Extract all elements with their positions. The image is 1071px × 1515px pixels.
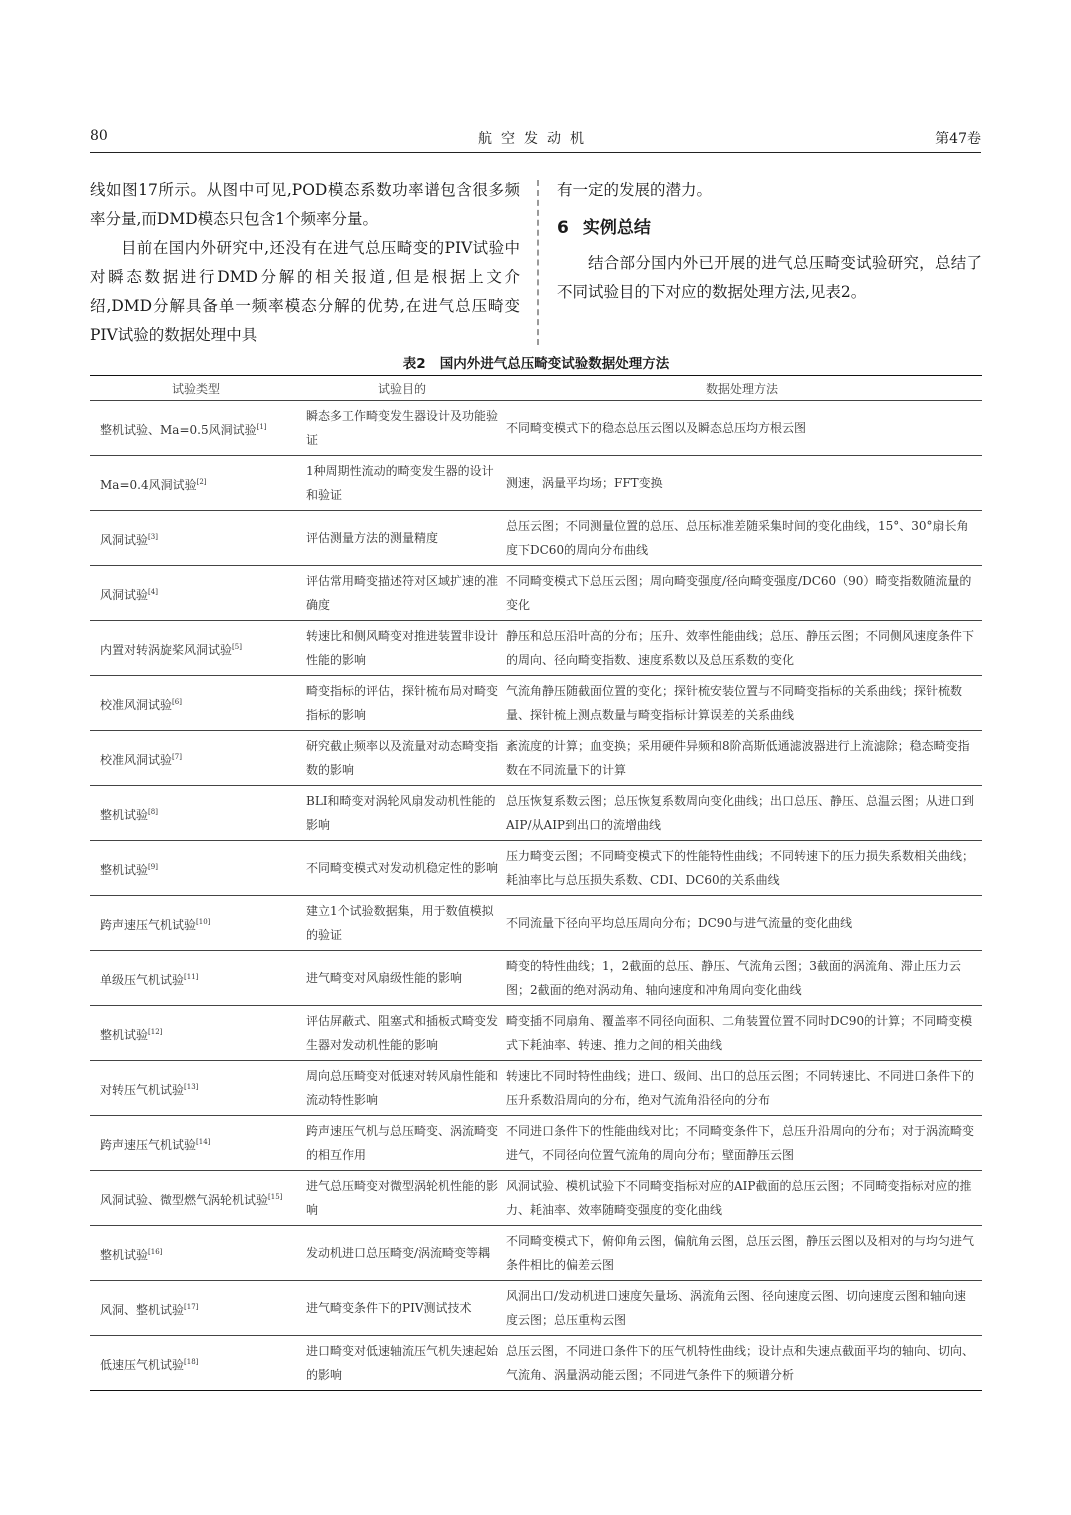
cell-test-purpose: 不同畸变模式对发动机稳定性的影响 xyxy=(302,841,502,896)
column-header: 数据处理方法 xyxy=(502,376,982,401)
test-type-text: 低速压气机试验 xyxy=(100,1357,185,1372)
reference-mark: [11] xyxy=(184,972,199,981)
cell-processing-method: 不同畸变模式下总压云图；周向畸变强度/径向畸变强度/DC60（90）畸变指数随流量的变化 xyxy=(502,566,982,621)
table-header-row xyxy=(90,376,982,401)
reference-mark: [5] xyxy=(232,642,242,651)
cell-test-purpose: 进口畸变对低速轴流压气机失速起始的影响 xyxy=(302,1336,502,1391)
cell-test-type xyxy=(90,1116,302,1171)
reference-mark: [8] xyxy=(148,807,158,816)
cell-test-purpose: 发动机进口总压畸变/涡流畸变等耦 xyxy=(302,1226,502,1281)
test-type-text: 整机试验 xyxy=(100,1027,149,1042)
cell-test-purpose: 畸变指标的评估，探针梳布局对畸变指标的影响 xyxy=(302,676,502,731)
cell-processing-method: 紊流度的计算；血变换；采用硬件异频和8阶高斯低通滤波器进行上流滤除；稳态畸变指数在不同流量下的计算 xyxy=(502,731,982,786)
test-type-text: 整机试验 xyxy=(100,807,149,822)
cell-test-type xyxy=(90,896,302,951)
cell-test-purpose: 评估屏蔽式、阻塞式和插板式畸变发生器对发动机性能的影响 xyxy=(302,1006,502,1061)
section-title: 实例总结 xyxy=(582,218,651,238)
cell-test-purpose: 进气畸变条件下的PIV测试技术 xyxy=(302,1281,502,1336)
test-type-text: 风洞试验 xyxy=(100,587,149,602)
table-row xyxy=(90,731,982,786)
column-header: 试验目的 xyxy=(302,376,502,401)
table-row xyxy=(90,1061,982,1116)
cell-test-purpose: 建立1个试验数据集，用于数值模拟的验证 xyxy=(302,896,502,951)
section-number: 6 xyxy=(557,218,569,238)
cell-test-type xyxy=(90,401,302,456)
test-type-text: 风洞、整机试验 xyxy=(100,1302,185,1317)
paragraph: 线如图17所示。从图中可见,POD模态系数功率谱包含很多频率分量,而DMD模态只包含1个频率分量。 xyxy=(90,181,520,228)
cell-processing-method: 总压云图，不同进口条件下的压气机特性曲线；设计点和失速点截面平均的轴向、切向、气流角、涡量涡动能云图；不同进气条件下的频谱分析 xyxy=(502,1336,982,1391)
reference-mark: [3] xyxy=(148,532,158,541)
cell-processing-method: 不同流量下径向平均总压周向分布；DC90与进气流量的变化曲线 xyxy=(502,896,982,951)
cell-test-purpose: 1种周期性流动的畸变发生器的设计和验证 xyxy=(302,456,502,511)
reference-mark: [14] xyxy=(196,1137,211,1146)
reference-mark: [13] xyxy=(184,1082,199,1091)
reference-mark: [6] xyxy=(172,697,182,706)
test-type-text: 整机试验、Ma=0.5风洞试验 xyxy=(100,422,257,437)
test-type-text: 整机试验 xyxy=(100,862,149,877)
table-row xyxy=(90,1171,982,1226)
cell-test-purpose: 周向总压畸变对低速对转风扇性能和流动特性影响 xyxy=(302,1061,502,1116)
reference-mark: [17] xyxy=(184,1302,199,1311)
cell-processing-method: 压力畸变云图；不同畸变模式下的性能特性曲线；不同转速下的压力损失系数相关曲线；耗油率比与总压损失系数、CDI、DC60的关系曲线 xyxy=(502,841,982,896)
reference-mark: [7] xyxy=(172,752,182,761)
cell-test-purpose: 进气畸变对风扇级性能的影响 xyxy=(302,951,502,1006)
left-column xyxy=(90,176,520,350)
table-caption xyxy=(90,352,982,372)
table-row xyxy=(90,456,982,511)
test-type-text: Ma=0.4风洞试验 xyxy=(100,477,197,492)
cell-test-type xyxy=(90,456,302,511)
table-title: 国内外进气总压畸变试验数据处理方法 xyxy=(439,356,670,372)
test-type-text: 跨声速压气机试验 xyxy=(100,917,197,932)
cell-test-purpose: 评估测量方法的测量精度 xyxy=(302,511,502,566)
test-type-text: 内置对转涡旋桨风洞试验 xyxy=(100,642,233,657)
cell-test-type xyxy=(90,1281,302,1336)
reference-mark: [12] xyxy=(148,1027,163,1036)
right-column xyxy=(557,176,982,307)
cell-processing-method: 转速比不同时特性曲线；进口、级间、出口的总压云图；不同转速比、不同进口条件下的压升系数沿周向的分布，绝对气流角沿径向的分布 xyxy=(502,1061,982,1116)
test-type-text: 风洞试验、微型燃气涡轮机试验 xyxy=(100,1192,269,1207)
cell-processing-method: 风洞试验、模机试验下不同畸变指标对应的AIP截面的总压云图；不同畸变指标对应的推力、耗油率、效率随畸变强度的变化曲线 xyxy=(502,1171,982,1226)
cell-processing-method: 畸变的特性曲线；1，2截面的总压、静压、气流角云图；3截面的涡流角、滞止压力云图；2截面的绝对涡动角、轴向速度和冲角周向变化曲线 xyxy=(502,951,982,1006)
test-type-text: 风洞试验 xyxy=(100,532,149,547)
cell-processing-method: 不同畸变模式下的稳态总压云图以及瞬态总压均方根云图 xyxy=(502,401,982,456)
table-row xyxy=(90,676,982,731)
cell-test-type xyxy=(90,676,302,731)
table-row xyxy=(90,786,982,841)
cell-test-type xyxy=(90,566,302,621)
column-divider xyxy=(537,180,539,345)
table-row xyxy=(90,621,982,676)
cell-test-purpose: 跨声速压气机与总压畸变、涡流畸变的相互作用 xyxy=(302,1116,502,1171)
cell-processing-method: 总压恢复系数云图；总压恢复系数周向变化曲线；出口总压、静压、总温云图；从进口到AIP/从AIP到出口的流增曲线 xyxy=(502,786,982,841)
cell-test-purpose: 进气总压畸变对微型涡轮机性能的影响 xyxy=(302,1171,502,1226)
cell-test-type xyxy=(90,841,302,896)
cell-test-type xyxy=(90,951,302,1006)
test-type-text: 整机试验 xyxy=(100,1247,149,1262)
table-number: 表2 xyxy=(402,356,426,372)
running-header xyxy=(90,126,981,153)
cell-test-type xyxy=(90,1336,302,1391)
cell-test-purpose: 评估常用畸变描述符对区域扩速的准确度 xyxy=(302,566,502,621)
cell-processing-method: 总压云图；不同测量位置的总压、总压标准差随采集时间的变化曲线，15°、30°扇长角度下DC60的周向分布曲线 xyxy=(502,511,982,566)
cell-test-purpose: 瞬态多工作畸变发生器设计及功能验证 xyxy=(302,401,502,456)
reference-mark: [16] xyxy=(148,1247,163,1256)
reference-mark: [10] xyxy=(196,917,211,926)
cell-processing-method: 不同进口条件下的性能曲线对比；不同畸变条件下，总压升沿周向的分布；对于涡流畸变进气，不同径向位置气流角的周向分布；壁面静压云图 xyxy=(502,1116,982,1171)
cell-test-purpose: 转速比和侧风畸变对推进装置非设计性能的影响 xyxy=(302,621,502,676)
table-row xyxy=(90,896,982,951)
paragraph: 有一定的发展的潜力。 xyxy=(557,181,713,199)
cell-processing-method: 风洞出口/发动机进口速度矢量场、涡流角云图、径向速度云图、切向速度云图和轴向速度云图；总压重构云图 xyxy=(502,1281,982,1336)
cell-processing-method: 畸变插不同扇角、覆盖率不同径向面积、二角装置位置不同时DC90的计算；不同畸变模式下耗油率、转速、推力之间的相关曲线 xyxy=(502,1006,982,1061)
cell-test-type xyxy=(90,511,302,566)
cell-test-type xyxy=(90,621,302,676)
test-type-text: 校准风洞试验 xyxy=(100,697,173,712)
cell-processing-method: 气流角静压随截面位置的变化；探针梳安装位置与不同畸变指标的关系曲线；探针梳数量、探针梳上测点数量与畸变指标计算误差的关系曲线 xyxy=(502,676,982,731)
cell-test-type xyxy=(90,1061,302,1116)
cell-test-purpose: 研究截止频率以及流量对动态畸变指数的影响 xyxy=(302,731,502,786)
reference-mark: [9] xyxy=(148,862,158,871)
reference-mark: [2] xyxy=(196,477,207,486)
journal-name: 航空发动机 xyxy=(478,131,593,147)
reference-mark: [1] xyxy=(256,422,267,431)
table-row xyxy=(90,951,982,1006)
table-row xyxy=(90,1226,982,1281)
table-row xyxy=(90,1116,982,1171)
cell-processing-method: 不同畸变模式下，俯仰角云图，偏航角云图，总压云图，静压云图以及相对的与均匀进气条件相比的偏差云图 xyxy=(502,1226,982,1281)
table-row xyxy=(90,1006,982,1061)
test-type-text: 校准风洞试验 xyxy=(100,752,173,767)
page-number: 80 xyxy=(90,128,108,144)
volume-label: 第47卷 xyxy=(935,131,981,147)
table-row xyxy=(90,511,982,566)
cell-test-purpose: BLI和畸变对涡轮风扇发动机性能的影响 xyxy=(302,786,502,841)
test-type-text: 对转压气机试验 xyxy=(100,1082,185,1097)
cell-processing-method: 静压和总压沿叶高的分布；压升、效率性能曲线；总压、静压云图；不同侧风速度条件下的周向、径向畸变指数、速度系数以及总压系数的变化 xyxy=(502,621,982,676)
table-row xyxy=(90,841,982,896)
cell-test-type xyxy=(90,1226,302,1281)
reference-mark: [4] xyxy=(148,587,158,596)
cell-processing-method: 测速，涡量平均场；FFT变换 xyxy=(502,456,982,511)
table-row xyxy=(90,401,982,456)
table-row xyxy=(90,566,982,621)
cell-test-type xyxy=(90,731,302,786)
paragraph: 结合部分国内外已开展的进气总压畸变试验研究，总结了不同试验目的下对应的数据处理方法,见表2。 xyxy=(557,254,982,301)
test-type-text: 跨声速压气机试验 xyxy=(100,1137,197,1152)
table-row xyxy=(90,1336,982,1391)
cell-test-type xyxy=(90,786,302,841)
paragraph: 目前在国内外研究中,还没有在进气总压畸变的PIV试验中对瞬态数据进行DMD分解的相关报道,但是根据上文介绍,DMD分解具备单一频率模态分解的优势,在进气总压畸变PIV试验的数据处理中具 xyxy=(90,239,520,344)
data-table xyxy=(90,375,982,1391)
table-row xyxy=(90,1281,982,1336)
cell-test-type xyxy=(90,1171,302,1226)
test-type-text: 单级压气机试验 xyxy=(100,972,185,987)
reference-mark: [15] xyxy=(268,1192,283,1201)
reference-mark: [18] xyxy=(184,1357,199,1366)
column-header: 试验类型 xyxy=(90,376,302,401)
section-heading xyxy=(557,213,982,243)
cell-test-type xyxy=(90,1006,302,1061)
